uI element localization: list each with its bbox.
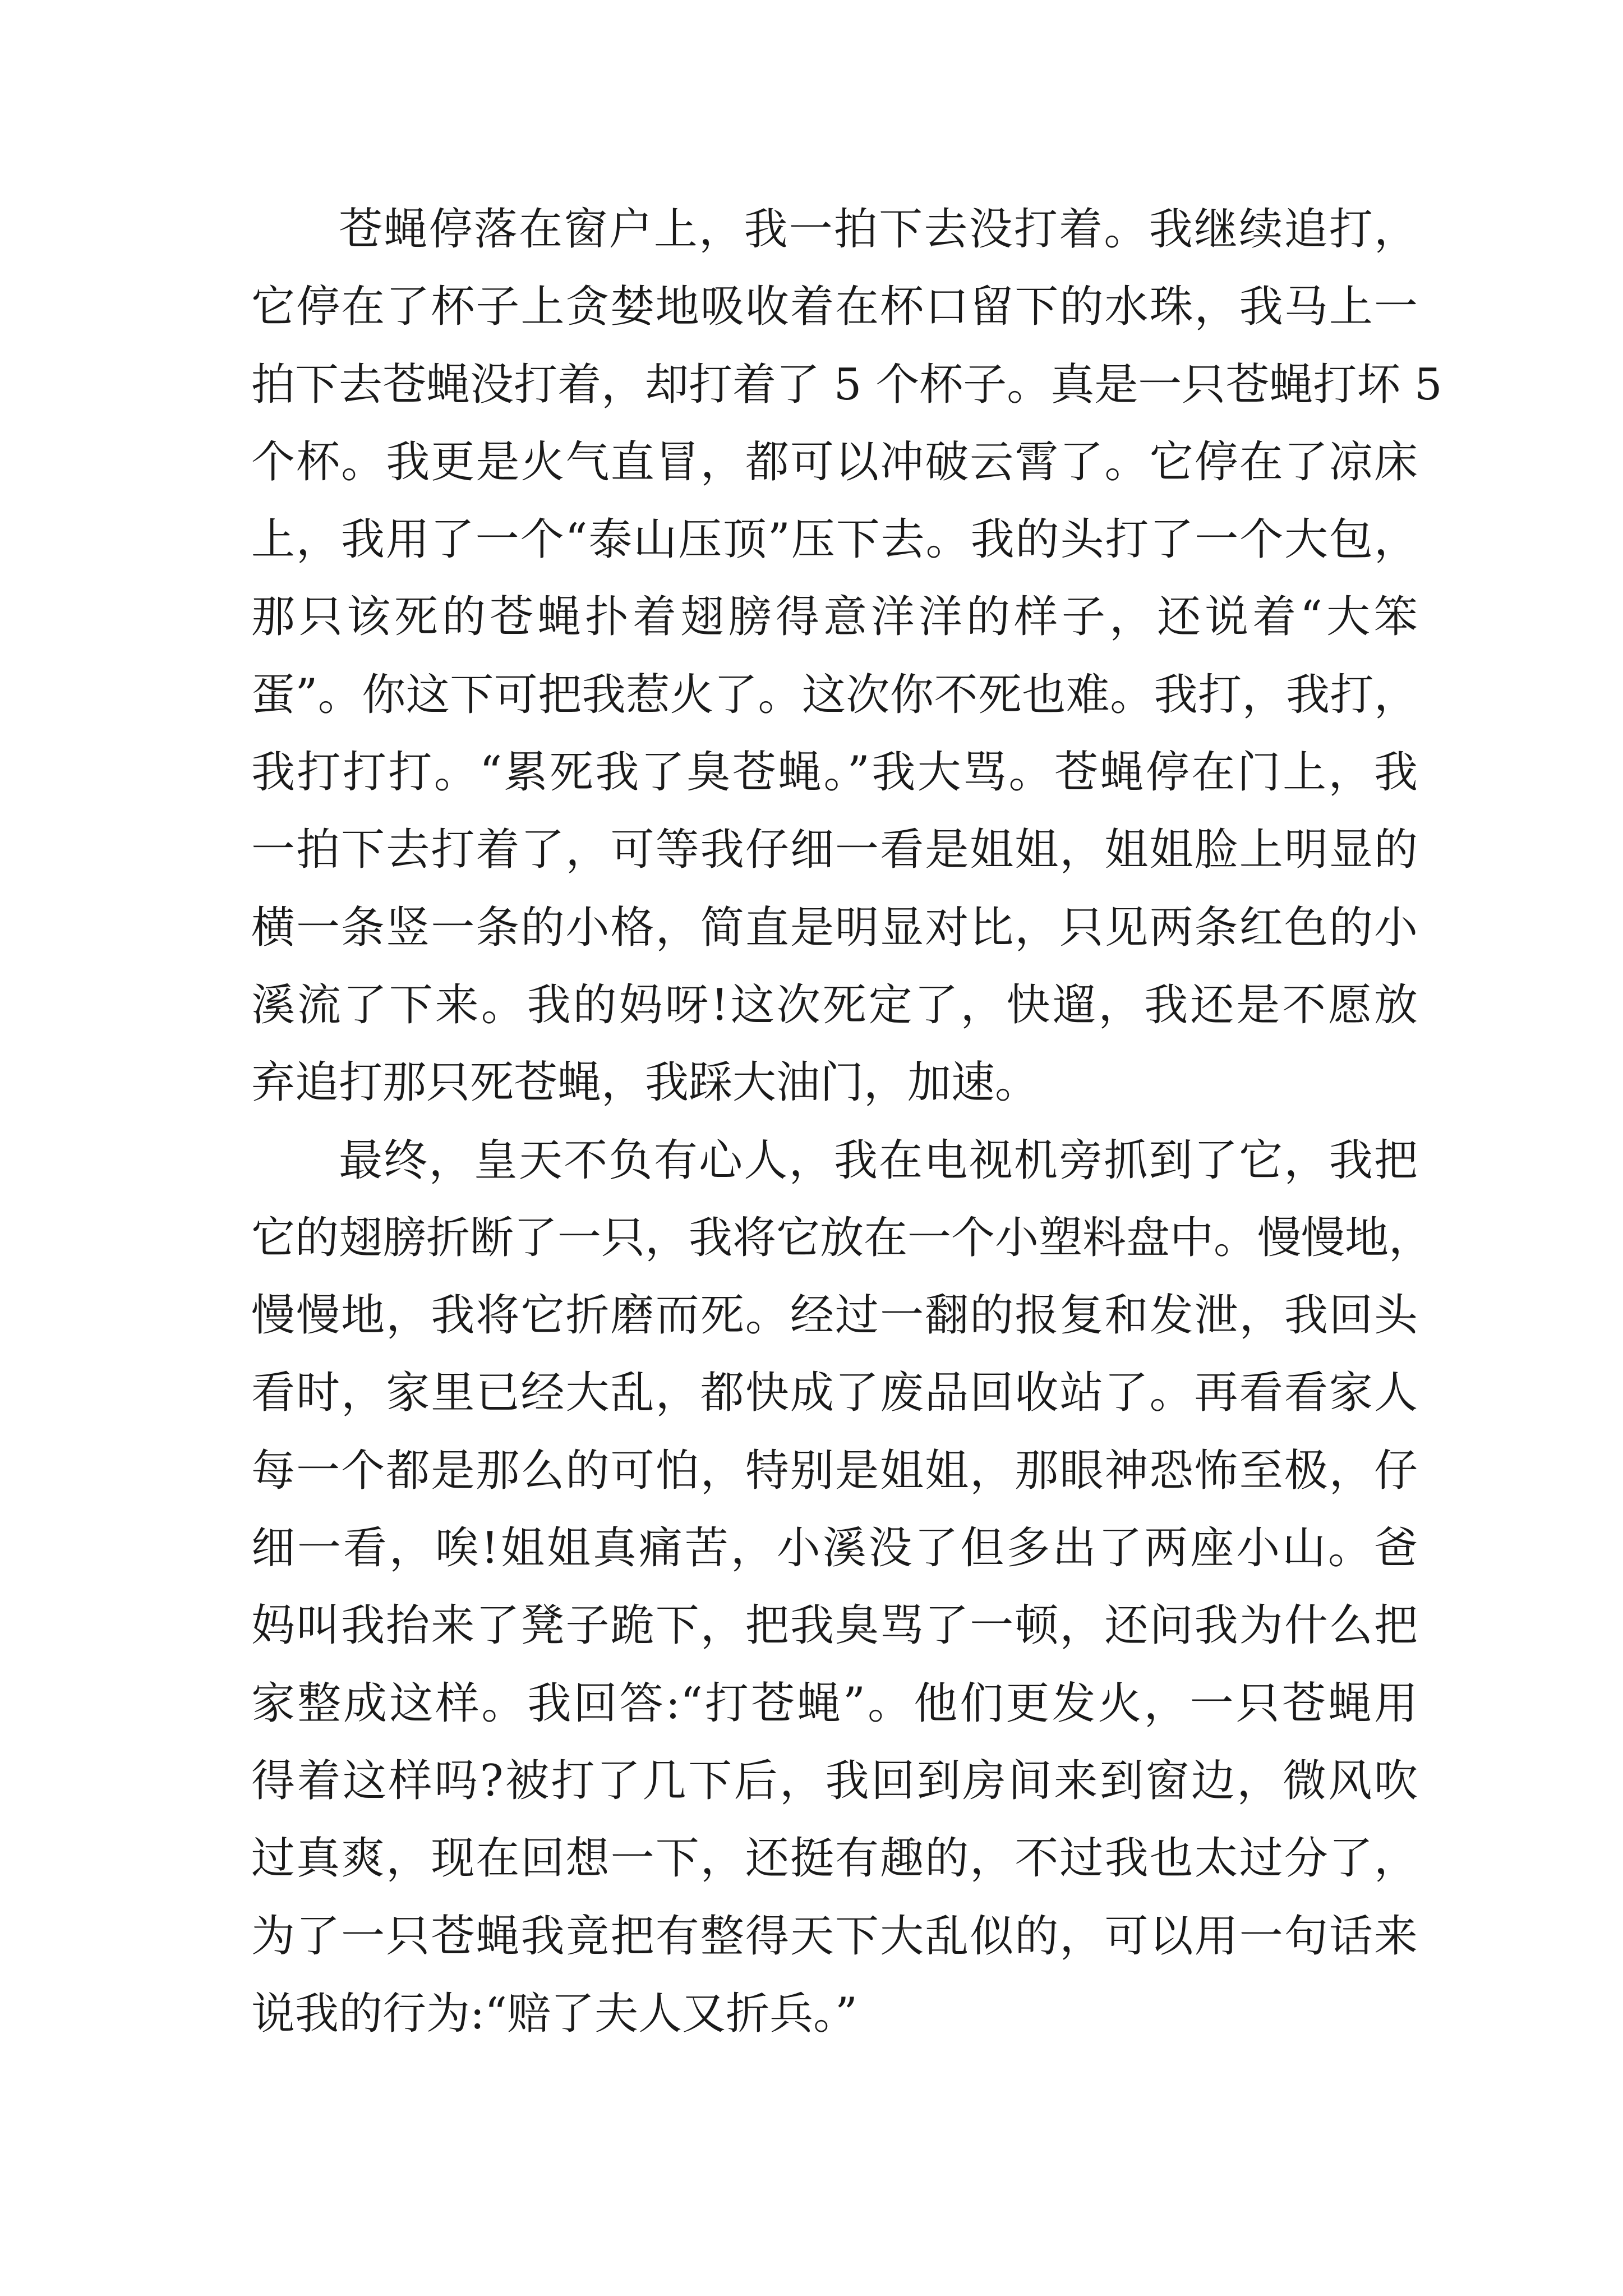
text-line: 得着这样吗?被打了几下后，我回到房间来到窗边，微风吹 xyxy=(251,1755,1418,1806)
text-line: 妈叫我抬来了凳子跪下，把我臭骂了一顿，还问我为什么把 xyxy=(251,1600,1418,1651)
text-line: 那只该死的苍蝇扑着翅膀得意洋洋的样子，还说着“大笨 xyxy=(251,592,1418,643)
text-line: 最终，皇天不负有心人，我在电视机旁抓到了它，我把 xyxy=(339,1135,1418,1186)
text-line: 家整成这样。我回答:“打苍蝇”。他们更发火，一只苍蝇用 xyxy=(251,1678,1418,1729)
text-line: 溪流了下来。我的妈呀!这次死定了，快遛，我还是不愿放 xyxy=(251,979,1418,1030)
text-line: 细一看，唉!姐姐真痛苦，小溪没了但多出了两座小山。爸 xyxy=(251,1523,1418,1574)
text-line: 个杯。我更是火气直冒，都可以冲破云霄了。它停在了凉床 xyxy=(251,436,1418,487)
body-text xyxy=(251,191,1442,2053)
text-line: 蛋”。你这下可把我惹火了。这次你不死也难。我打，我打， xyxy=(251,669,1418,720)
text-line: 弃追打那只死苍蝇，我踩大油门，加速。 xyxy=(251,1057,1039,1108)
text-line: 苍蝇停落在窗户上，我一拍下去没打着。我继续追打， xyxy=(339,204,1418,255)
text-line: 我打打打。“累死我了臭苍蝇。”我大骂。苍蝇停在门上，我 xyxy=(251,747,1418,798)
text-line: 过真爽，现在回想一下，还挺有趣的，不过我也太过分了， xyxy=(251,1833,1418,1884)
text-line: 说我的行为:“赔了夫人又折兵。” xyxy=(251,1988,858,2039)
text-line: 为了一只苍蝇我竟把有整得天下大乱似的，可以用一句话来 xyxy=(251,1911,1418,1962)
text-line: 慢慢地，我将它折磨而死。经过一翻的报复和发泄，我回头 xyxy=(251,1290,1418,1341)
text-line: 它停在了杯子上贪婪地吸收着在杯口留下的水珠，我马上一 xyxy=(251,282,1418,333)
text-line: 每一个都是那么的可怕，特别是姐姐，那眼神恐怖至极，仔 xyxy=(251,1445,1418,1496)
text-line: 它的翅膀折断了一只，我将它放在一个小塑料盘中。慢慢地， xyxy=(251,1212,1433,1263)
text-line: 横一条竖一条的小格，简直是明显对比，只见两条红色的小 xyxy=(251,902,1418,953)
paragraph-2 xyxy=(251,1122,1433,2053)
text-line: 拍下去苍蝇没打着，却打着了 5 个杯子。真是一只苍蝇打坏 5 xyxy=(251,359,1442,410)
paragraph-1 xyxy=(251,191,1442,1122)
text-line: 一拍下去打着了，可等我仔细一看是姐姐，姐姐脸上明显的 xyxy=(251,825,1418,876)
text-line: 看时，家里已经大乱，都快成了废品回收站了。再看看家人 xyxy=(251,1368,1418,1419)
text-line: 上，我用了一个“泰山压顶”压下去。我的头打了一个大包， xyxy=(251,514,1418,565)
